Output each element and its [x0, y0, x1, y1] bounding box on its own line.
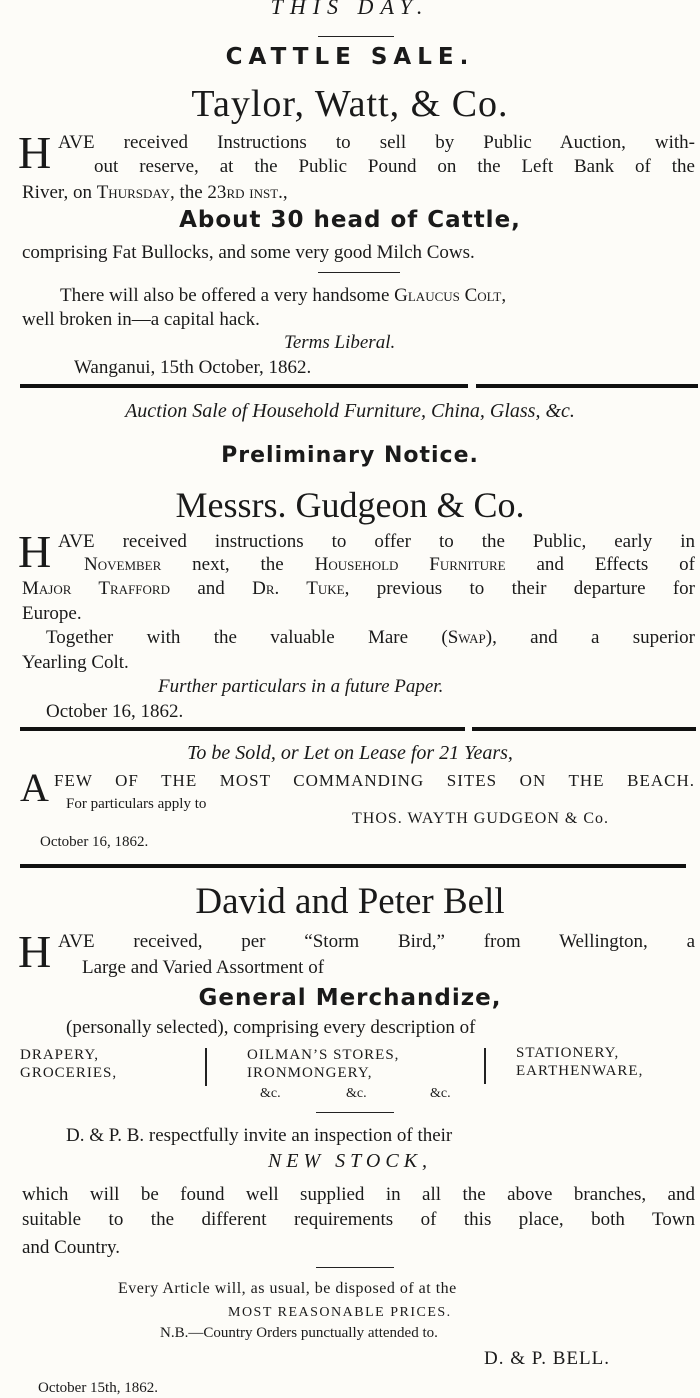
etc-3: &c. [430, 1086, 451, 1101]
etc-2: &c. [346, 1086, 367, 1101]
ad2-line-6: Yearling Colt. [22, 652, 129, 673]
new-stock: NEW STOCK, [267, 1150, 433, 1172]
signature-bell: D. & P. BELL. [484, 1348, 610, 1369]
invite-line: D. & P. B. respectfully invite an inspection of their [66, 1125, 453, 1146]
ad1-line-2: out reserve, at the Public Pound on the Left Bank of the [94, 156, 695, 177]
dropcap-a: A [20, 765, 49, 810]
dropcap-h: H [18, 526, 52, 577]
firm-name-bell: David and Peter Bell [195, 881, 505, 922]
ad3-agent: THOS. WAYTH GUDGEON & Co. [352, 810, 610, 827]
ad2-line-3: Major Trafford and Dr. Tuke, previous to their departure for [22, 578, 696, 599]
dropcap-h: H [18, 127, 52, 178]
cattle-sale-heading: CATTLE SALE. [225, 44, 475, 70]
lot-heading: About 30 head of Cattle, [179, 207, 521, 233]
ad2-line-2: November next, the Household Furniture and Effects of [84, 554, 695, 575]
general-merchandize: General Merchandize, [198, 985, 502, 1011]
short-rule [318, 36, 394, 37]
this-day-header: THIS DAY. [270, 0, 430, 19]
ad2-line-4: Europe. [22, 603, 82, 624]
lot-detail: comprising Fat Bullocks, and some very good Milch Cows. [22, 242, 475, 263]
further-particulars: Further particulars in a future Paper. [158, 676, 444, 697]
ad3-line-1: FEW OF THE MOST COMMANDING SITES ON THE BEACH. [54, 771, 695, 790]
section-divider [476, 384, 698, 388]
goods-column-3: STATIONERY, EARTHENWARE, [516, 1045, 644, 1079]
ad2-line-5: Together with the valuable Mare (Swap), and a superior [46, 627, 695, 648]
column-divider [205, 1048, 207, 1086]
ad3-date: October 16, 1862. [40, 834, 149, 850]
ad4-line-2: Large and Varied Assortment of [82, 957, 325, 978]
short-rule [316, 1267, 394, 1268]
short-rule [316, 1112, 394, 1113]
ad4-para-2: suitable to the different requirements of this place, both Town [22, 1209, 695, 1230]
ad1-extra-line-2: well broken in—a capital hack. [22, 309, 260, 330]
column-divider [484, 1048, 486, 1084]
ad1-line-3: River, on Thursday, the 23rd inst., [22, 182, 288, 203]
short-rule [318, 272, 400, 273]
ad3-apply: For particulars apply to [66, 796, 207, 812]
dropcap-h: H [18, 926, 52, 977]
ad3-title: To be Sold, or Let on Lease for 21 Years, [187, 742, 513, 764]
ad4-date: October 15th, 1862. [38, 1380, 158, 1396]
ad2-date: October 16, 1862. [46, 701, 184, 722]
ad1-extra-line-1: There will also be offered a very handsome Glaucus Colt, [60, 285, 507, 306]
section-divider [20, 384, 468, 388]
ad4-line-1: AVE received, per “Storm Bird,” from Wellington, a [58, 931, 695, 952]
etc-1: &c. [260, 1086, 281, 1101]
section-divider [472, 727, 696, 731]
goods-column-1: DRAPERY, GROCERIES, [20, 1047, 118, 1081]
ad4-para-1: which will be found well supplied in all the above branches, and [22, 1184, 695, 1205]
terms-liberal: Terms Liberal. [284, 332, 396, 353]
ad2-subhead: Auction Sale of Household Furniture, China, Glass, &c. [125, 400, 575, 422]
ad2-line-1: AVE received instructions to offer to the Public, early in [58, 531, 695, 552]
preliminary-notice: Preliminary Notice. [221, 443, 479, 468]
ad4-line-3: (personally selected), comprising every description of [66, 1017, 476, 1038]
ad1-date: Wanganui, 15th October, 1862. [74, 357, 312, 378]
firm-name-gudgeon: Messrs. Gudgeon & Co. [175, 485, 525, 525]
section-divider [20, 727, 465, 731]
every-article: Every Article will, as usual, be disposed of at the [118, 1280, 457, 1297]
goods-column-2: OILMAN’S STORES, IRONMONGERY, [247, 1047, 400, 1081]
section-divider [20, 864, 686, 868]
ad1-line-1: AVE received Instructions to sell by Public Auction, with- [58, 132, 695, 153]
reasonable-prices: MOST REASONABLE PRICES. [228, 1305, 452, 1320]
firm-name-taylor-watt: Taylor, Watt, & Co. [191, 83, 509, 125]
ad4-para-3: and Country. [22, 1237, 120, 1258]
nb-country-orders: N.B.—Country Orders punctually attended to. [160, 1325, 438, 1341]
